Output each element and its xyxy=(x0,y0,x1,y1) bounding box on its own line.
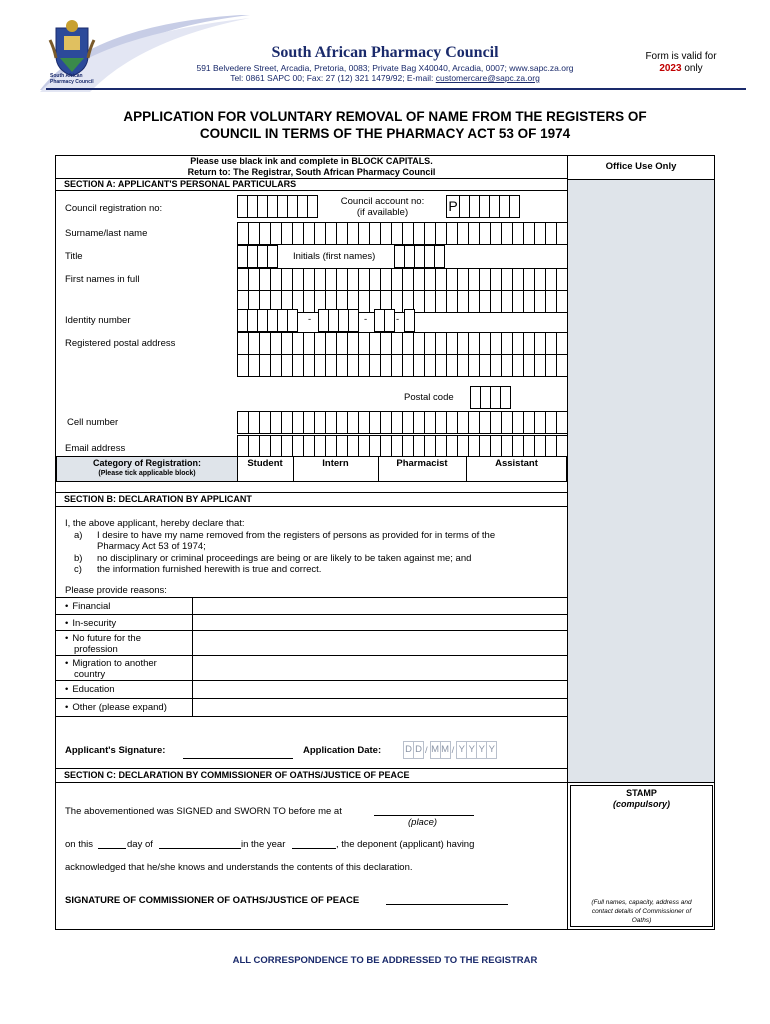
council-account-label: Council account no: xyxy=(340,196,425,207)
instructions-line2: Return to: The Registrar, South African Pharmacy Council xyxy=(187,167,436,177)
applicant-signature-line[interactable] xyxy=(183,758,293,759)
email-link[interactable]: customercare@sapc.za.org xyxy=(435,73,540,83)
surname-boxes[interactable] xyxy=(237,222,567,244)
reason-migration xyxy=(65,658,157,669)
item-c-text: the information furnished herewith is true and correct. xyxy=(97,564,322,575)
section-b-top-rule xyxy=(56,492,567,493)
category-note: (Please tick applicable block) xyxy=(98,470,196,477)
initials-boxes[interactable] xyxy=(394,245,444,268)
item-b-letter: b) xyxy=(74,553,83,564)
title-label: Title xyxy=(65,251,83,262)
day-of-label: day of xyxy=(127,839,153,850)
stamp-label: STAMP xyxy=(626,788,657,798)
date-char-m2: M xyxy=(440,741,451,759)
form-title xyxy=(40,108,730,142)
first-names-boxes[interactable] xyxy=(237,268,567,312)
valid-year: 2023 xyxy=(659,63,682,74)
email-label: Email address xyxy=(65,443,126,454)
office-use-area xyxy=(568,179,714,782)
reason-education-input[interactable] xyxy=(193,681,567,698)
day-line[interactable] xyxy=(98,848,126,849)
date-sep-1: / xyxy=(425,744,428,756)
instructions-line1: Please use black ink and complete in BLOCK CAPITALS. xyxy=(190,156,433,166)
reason-migration-input[interactable] xyxy=(193,656,567,680)
postal-address-boxes[interactable] xyxy=(237,332,567,376)
reason-other xyxy=(65,702,167,713)
valid-suffix: only xyxy=(681,63,703,74)
reason-financial-input[interactable] xyxy=(193,598,567,614)
logo-caption-line2: Pharmacy Council xyxy=(50,79,94,85)
header-rule xyxy=(46,88,746,90)
reason-migration-cont: country xyxy=(74,669,106,680)
commissioner-signature-line[interactable] xyxy=(386,904,508,905)
cell-boxes[interactable] xyxy=(237,411,567,433)
email-boxes[interactable] xyxy=(237,435,567,456)
address-line1: 591 Belvedere Street, Arcadia, Pretoria, 0083; Private Bag X40040, Arcadia, 0007; www.sapc.za.org xyxy=(196,63,574,73)
postal-address-label: Registered postal address xyxy=(65,338,176,349)
item-a-text: I desire to have my name removed from the registers of persons as provided for in terms of the xyxy=(97,530,496,541)
date-char-m1: M xyxy=(430,741,441,759)
stamp-note-line2: contact details of Commissioner of xyxy=(591,908,692,915)
category-intern[interactable]: Intern xyxy=(322,458,349,469)
identity-dash-1: - xyxy=(308,314,312,325)
identity-boxes-3[interactable] xyxy=(374,309,394,332)
place-line[interactable] xyxy=(374,815,474,816)
footer-correspondence: ALL CORRESPONDENCE TO BE ADDRESSED TO THE REGISTRAR xyxy=(232,955,538,966)
year-line[interactable] xyxy=(292,848,336,849)
month-line[interactable] xyxy=(159,848,241,849)
identity-boxes-2[interactable] xyxy=(318,309,358,332)
logo-caption-line1: South African xyxy=(50,73,83,79)
in-year-label: in the year xyxy=(241,839,286,850)
acknowledged-text: acknowledged that he/she knows and understands the contents of this declaration. xyxy=(65,862,413,873)
reason-no-future xyxy=(65,633,141,644)
section-a-heading-rule xyxy=(56,190,567,191)
section-b-heading: SECTION B: DECLARATION BY APPLICANT xyxy=(64,494,252,504)
item-a-text-cont: Pharmacy Act 53 of 1974; xyxy=(97,541,206,552)
reason-financial-label: Financial xyxy=(72,601,111,612)
date-char-d2: D xyxy=(413,741,424,759)
stamp-note-line3: Oaths) xyxy=(631,917,652,924)
reason-no-future-cont: profession xyxy=(74,644,118,655)
reason-other-input[interactable] xyxy=(193,699,567,716)
item-a-letter: a) xyxy=(74,530,83,541)
surname-label: Surname/last name xyxy=(65,228,148,239)
date-char-d1: D xyxy=(403,741,414,759)
section-c-heading: SECTION C: DECLARATION BY COMMISSIONER OF OATHS/JUSTICE OF PEACE xyxy=(64,770,410,780)
reason-other-label: Other (please expand) xyxy=(72,702,167,713)
reason-insecurity-input[interactable] xyxy=(193,615,567,630)
contact-text: Tel: 0861 SAPC 00; Fax: 27 (12) 321 1479/92; E-mail: xyxy=(230,73,436,83)
office-header-rule xyxy=(567,179,715,180)
stamp-compulsory: (compulsory) xyxy=(612,799,670,809)
stamp-note-line1: (Full names, capacity, address and xyxy=(591,899,692,906)
identity-dash-2: - xyxy=(364,314,368,325)
date-char-y3: Y xyxy=(476,741,487,759)
on-this-label: on this xyxy=(65,839,93,850)
org-name: South African Pharmacy Council xyxy=(271,44,499,61)
date-sep-2: / xyxy=(451,744,455,756)
reason-insecurity-label: In-security xyxy=(72,618,117,629)
date-char-y2: Y xyxy=(466,741,477,759)
cell-label: Cell number xyxy=(67,417,119,428)
initials-label: Initials (first names) xyxy=(293,251,376,262)
office-use-label: Office Use Only xyxy=(605,161,677,172)
reasons-label: Please provide reasons: xyxy=(65,585,167,596)
form-title-line1: APPLICATION FOR VOLUNTARY REMOVAL OF NAME FROM THE REGISTERS OF xyxy=(123,109,647,124)
section-a-heading: SECTION A: APPLICANT'S PERSONAL PARTICULARS xyxy=(64,179,297,189)
date-char-y4: Y xyxy=(486,741,497,759)
commissioner-signature-label: SIGNATURE OF COMMISSIONER OF OATHS/JUSTICE OF PEACE xyxy=(65,895,360,906)
section-c-top-rule xyxy=(56,768,567,769)
reason-no-future-label: No future for the xyxy=(72,633,141,644)
application-date-boxes[interactable] xyxy=(403,741,496,759)
valid-year-line xyxy=(636,63,726,74)
signed-sworn-text: The abovementioned was SIGNED and SWORN TO before me at xyxy=(65,806,342,817)
postal-code-label: Postal code xyxy=(404,392,454,403)
postal-code-boxes[interactable] xyxy=(470,386,510,409)
declaration-intro: I, the above applicant, hereby declare that: xyxy=(65,518,245,529)
council-account-boxes[interactable] xyxy=(446,195,519,218)
valid-label: Form is valid for xyxy=(645,51,717,62)
item-b-text: no disciplinary or criminal proceedings are being or are likely to be taken against me; and xyxy=(97,553,472,564)
section-b-heading-rule xyxy=(56,506,567,507)
section-c-heading-rule xyxy=(56,782,715,783)
reasons-rule-6 xyxy=(56,716,567,717)
category-student[interactable]: Student xyxy=(247,458,283,469)
category-assistant[interactable]: Assistant xyxy=(495,458,538,469)
reason-education-label: Education xyxy=(72,684,115,695)
council-reg-boxes[interactable] xyxy=(237,195,317,218)
category-label: Category of Registration: xyxy=(92,458,201,468)
logo-caption xyxy=(50,73,110,85)
first-names-label: First names in full xyxy=(65,274,140,285)
date-char-y1: Y xyxy=(456,741,467,759)
category-pharmacist[interactable]: Pharmacist xyxy=(396,458,448,469)
council-account-note: (if available) xyxy=(356,207,409,218)
account-prefix: P xyxy=(446,195,460,218)
identity-boxes-1[interactable] xyxy=(237,309,297,332)
reason-financial xyxy=(65,601,110,612)
form-title-line2: COUNCIL IN TERMS OF THE PHARMACY ACT 53 OF 1974 xyxy=(199,126,571,141)
application-date-label: Application Date: xyxy=(303,745,382,756)
reason-migration-label: Migration to another xyxy=(72,658,157,669)
reason-insecurity xyxy=(65,618,116,629)
identity-dash-3: - xyxy=(396,314,400,325)
applicant-signature-label: Applicant's Signature: xyxy=(65,745,166,756)
identity-label: Identity number xyxy=(65,315,131,326)
title-boxes[interactable] xyxy=(237,245,277,268)
address-line2 xyxy=(150,73,620,83)
deponent-text: , the deponent (applicant) having xyxy=(336,839,475,850)
reason-no-future-input[interactable] xyxy=(193,631,567,655)
place-label: (place) xyxy=(408,817,438,828)
council-reg-label: Council registration no: xyxy=(65,203,163,214)
reason-education xyxy=(65,684,115,695)
item-c-letter: c) xyxy=(74,564,82,575)
identity-boxes-4[interactable] xyxy=(404,309,414,332)
